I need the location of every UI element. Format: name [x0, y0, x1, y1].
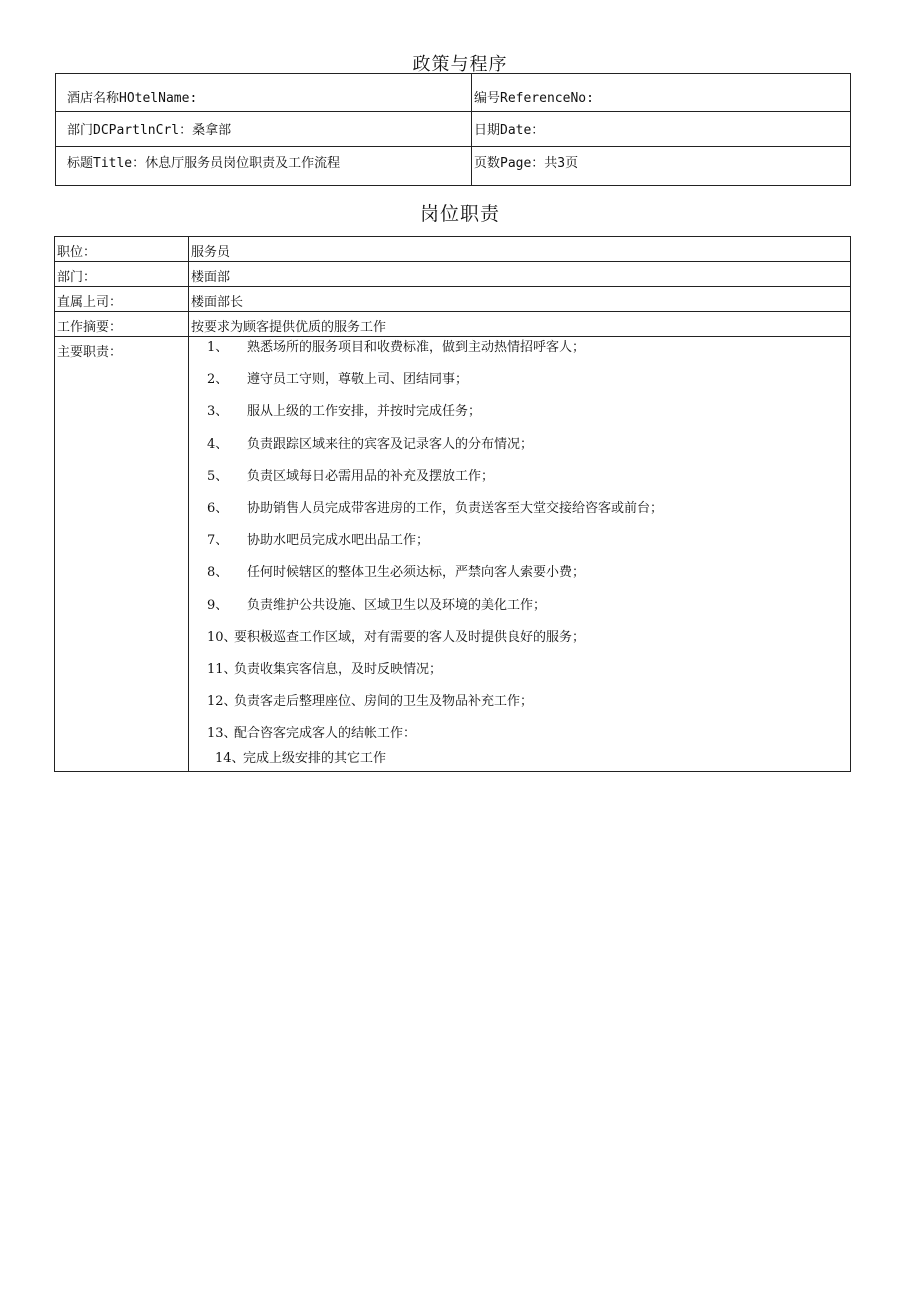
info-row-department	[56, 112, 851, 147]
department-value: 楼面部	[189, 262, 851, 287]
list-item	[189, 467, 850, 499]
duty-number: 8、	[207, 565, 229, 581]
list-item	[189, 596, 850, 628]
supervisor-label: 直属上司：	[55, 287, 189, 312]
duty-text: 负责收集宾客信息，及时反映情况；	[234, 661, 443, 677]
department-field: 部门DCPartlnCrl：桑拿部	[56, 112, 472, 147]
position-label: 职位：	[55, 237, 189, 262]
list-item	[189, 435, 850, 467]
duty-text: 协助销售人员完成带客进房的工作，负责送客至大堂交接给咨客或前台；	[247, 500, 664, 516]
duty-number: 13、	[207, 726, 237, 742]
position-value: 服务员	[189, 237, 851, 262]
duty-row-summary	[55, 312, 851, 337]
info-row-title	[56, 147, 851, 186]
duty-text: 负责客走后整理座位、房间的卫生及物品补充工作；	[234, 694, 534, 710]
list-item	[189, 628, 850, 660]
job-duty-table	[54, 236, 851, 772]
duty-number: 6、	[207, 500, 229, 516]
duty-text: 任何时候辖区的整体卫生必须达标，严禁向客人索要小费；	[247, 565, 586, 581]
date-field: 日期Date：	[472, 112, 851, 147]
duty-text: 要积极巡查工作区域，对有需要的客人及时提供良好的服务；	[234, 629, 586, 645]
duty-text: 负责区域每日必需用品的补充及摆放工作；	[247, 468, 495, 484]
info-row-hotel	[56, 74, 851, 112]
duty-number: 5、	[207, 468, 229, 484]
duty-text: 完成上级安排的其它工作	[243, 751, 387, 767]
main-duties-label: 主要职责：	[55, 337, 189, 772]
duty-row-supervisor	[55, 287, 851, 312]
duty-number: 2、	[207, 372, 229, 388]
duty-number: 9、	[207, 597, 229, 613]
duty-number: 4、	[207, 436, 229, 452]
list-item	[189, 692, 850, 724]
list-item	[189, 749, 850, 771]
department-label: 部门：	[55, 262, 189, 287]
pages-field: 页数Page：共3页	[472, 147, 851, 186]
duty-number: 11、	[207, 661, 237, 677]
document-info-table	[55, 73, 851, 186]
hotel-name-field: 酒店名称HOtelName:	[56, 74, 472, 112]
duty-list	[189, 338, 850, 771]
main-duties-cell	[189, 337, 851, 772]
list-item	[189, 338, 850, 370]
duty-text: 协助水吧员完成水吧出品工作；	[247, 533, 430, 549]
duty-number: 12、	[207, 694, 237, 710]
duty-number: 10、	[207, 629, 237, 645]
duty-number: 1、	[207, 340, 229, 355]
list-item	[189, 660, 850, 692]
duty-text: 熟悉场所的服务项目和收费标准，做到主动热情招呼客人；	[247, 340, 586, 355]
list-item	[189, 531, 850, 563]
list-item	[189, 499, 850, 531]
duty-number: 7、	[207, 533, 229, 549]
duty-text: 遵守员工守则，尊敬上司、团结同事；	[247, 372, 469, 388]
page-title: 政策与程序	[412, 54, 508, 75]
duty-text: 负责维护公共设施、区域卫生以及环境的美化工作；	[247, 597, 547, 613]
list-item	[189, 402, 850, 434]
duty-row-position	[55, 237, 851, 262]
summary-value: 按要求为顾客提供优质的服务工作	[189, 312, 851, 337]
supervisor-value: 楼面部长	[189, 287, 851, 312]
duty-number: 3、	[207, 404, 229, 420]
duty-row-main	[55, 337, 851, 772]
title-field: 标题Title：休息厅服务员岗位职责及工作流程	[56, 147, 472, 186]
duty-row-department	[55, 262, 851, 287]
reference-no-field: 编号ReferenceNo:	[472, 74, 851, 112]
duty-text: 配合咨客完成客人的结帐工作：	[234, 726, 417, 742]
list-item	[189, 563, 850, 595]
duty-text: 服从上级的工作安排，并按时完成任务；	[247, 404, 482, 420]
section-title: 岗位职责	[419, 203, 500, 225]
duty-text: 负责跟踪区域来往的宾客及记录客人的分布情况；	[247, 436, 534, 452]
duty-number: 14、	[215, 751, 245, 767]
list-item	[189, 370, 850, 402]
list-item	[189, 724, 850, 749]
summary-label: 工作摘要：	[55, 312, 189, 337]
